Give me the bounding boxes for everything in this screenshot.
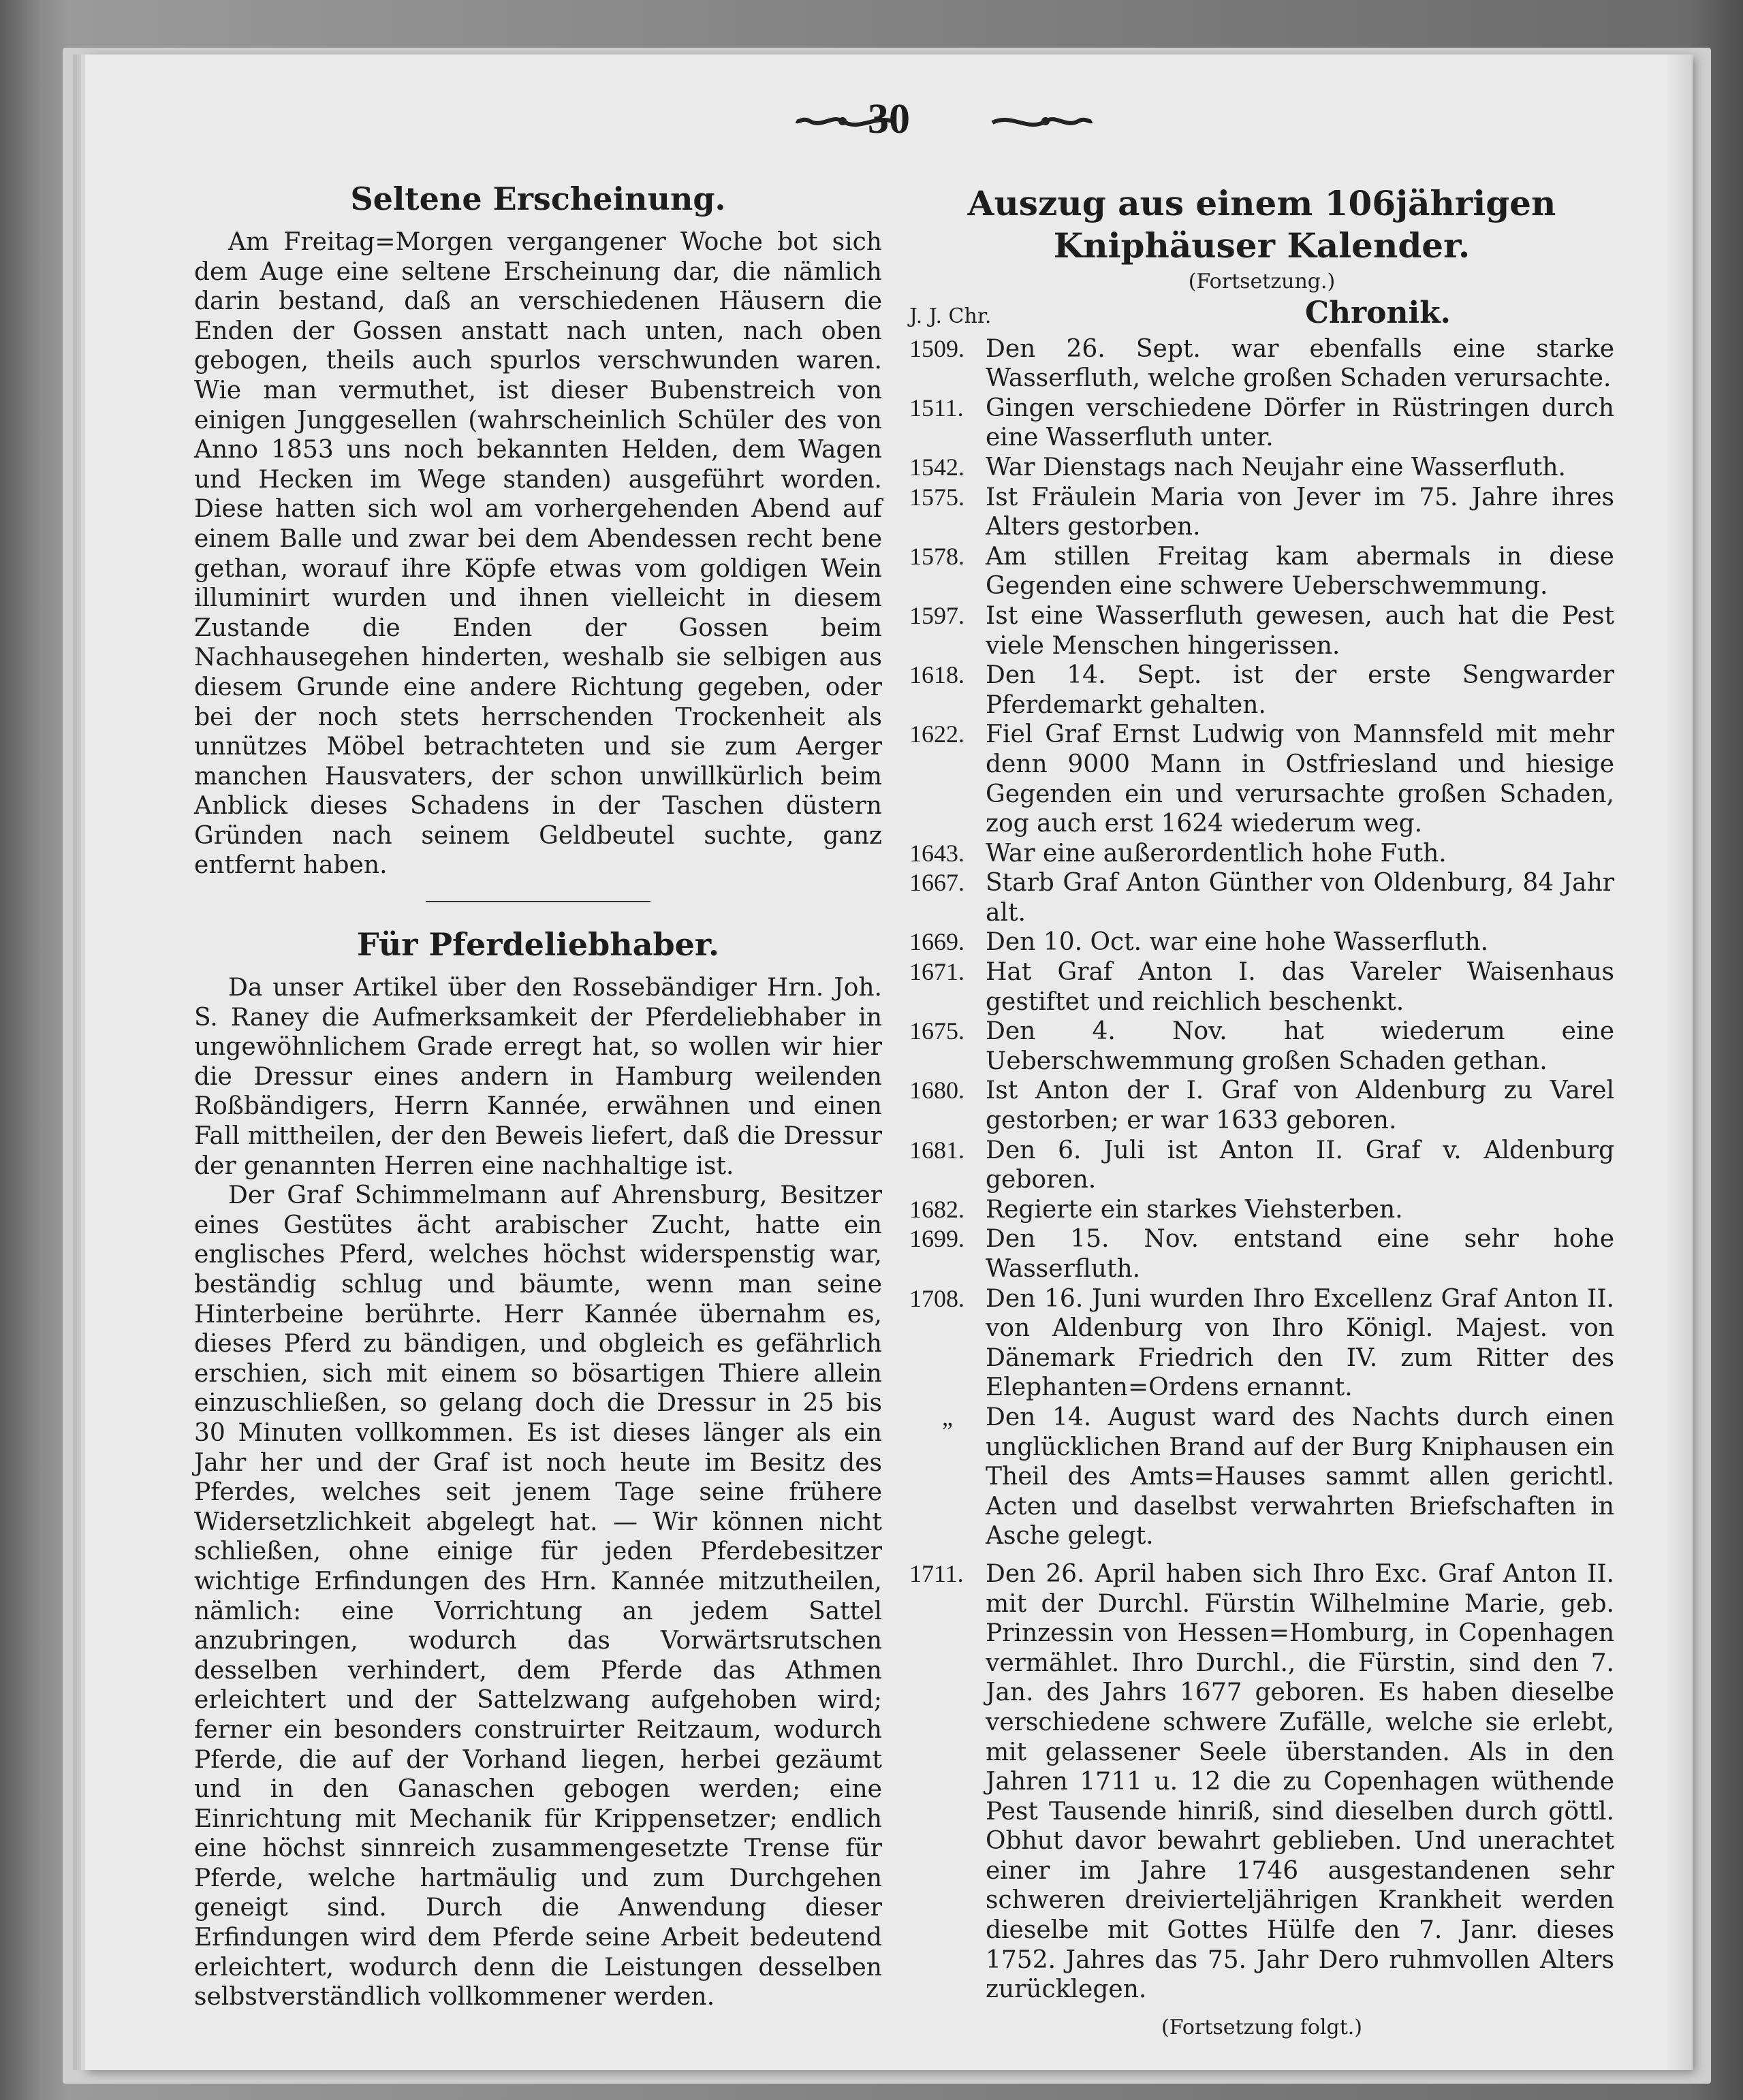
entry-year: 1675. [909,1017,964,1045]
entry-year: 1597. [909,601,964,629]
entry-text: Starb Graf Anton Günther von Oldenburg, 84 Jahr alt. [986,869,1614,927]
chronik-title: Chronik. [1304,296,1451,330]
chronicle-entry [909,1403,1614,1551]
entry-text: Den 6. Juli ist Anton II. Graf v. Aldenburg geboren. [986,1136,1614,1194]
left-column [194,157,882,2012]
chronicle-entry [909,453,1614,483]
entry-text: Ist Anton der I. Graf von Aldenburg zu Varel gestorben; er war 1633 geboren. [986,1077,1614,1135]
entry-text: Am stillen Freitag kam abermals in diese Gegenden eine schwere Ueberschwemmung. [986,542,1614,601]
chronicle-entry [909,1559,1614,2005]
calendar-title-line-2: Kniphäuser Kalender. [1053,225,1471,266]
entry-year: 1618. [909,661,964,689]
chronicle-entry [909,1224,1614,1284]
chronicle-entry [909,661,1614,720]
chronicle-entry [909,394,1614,453]
entry-text: Hat Graf Anton I. das Vareler Waisenhaus gestiftet und reichlich beschenkt. [986,958,1614,1016]
chronicle-entry [909,839,1614,869]
entry-text: Gingen verschiedene Dörfer in Rüstringen durch eine Wasserfluth unter. [986,394,1614,452]
entry-year: 1622. [909,720,964,748]
entry-text: Den 26. April haben sich Ihro Exc. Graf Anton II. mit der Durchl. Fürstin Wilhelmine Marie, geb. Prinzessin von Hessen=Homburg, in Copenhagen vermählet. Ihro Durchl., die Fürstin, sind den 7. Jan. des Jahrs 1677 geboren. Es haben dieselbe verschiedene schwere Zufälle, welche sie erlebt, mit gelassener Seele überstanden. Als in den Jahren 1711 u. 12 die zu Copenhagen wüthende Pest Tausende hinriß, sind dieselben durch göttl. Obhut davor bewahrt geblieben. Und unerachtet einer im Jahre 1746 ausgestandenen sehr schweren dreivierteljährigen Krankheit werden dieselbe mit Gottes Hülfe den 7. Janr. dieses 1752. Jahres das 75. Jahr Dero ruhmvollen Alters zurücklegen. [986,1559,1614,2004]
entry-text: Den 14. August ward des Nachts durch einen unglücklichen Brand auf der Burg Kniphausen ein Theil des Amts=Hauses sammt allen gerichtl. Acten und daselbst verwahrten Briefschaften in Asche gelegt. [986,1403,1614,1550]
chronicle-entry [909,1076,1614,1135]
chronicle-entry [909,601,1614,661]
article-paragraph: Der Graf Schimmelmann auf Ahrensburg, Besitzer eines Gestütes ächt arabischer Zucht, hatte ein englisches Pferd, welches höchst widerspenstig war, beständig schlug und bäumte, wenn man seine Hinterbeine berührte. Herr Kannée übernahm es, dieses Pferd zu bändigen, und obgleich es gefährlich erschien, sich mit einem so bösartigen Thiere allein einzuschließen, so gelang doch die Dressur in 25 bis 30 Minuten vollkommen. Es ist dieses länger als ein Jahr her und der Graf ist noch heute im Besitz des Pferdes, welches seit jenem Tage seine frühere Widersetzlichkeit abgelegt hat. — Wir können nicht schließen, ohne einige für jeden Pferdebesitzer wichtige Erfindungen des Hrn. Kannée mitzutheilen, nämlich: eine Vorrichtung an jedem Sattel anzubringen, wodurch das Vorwärtsrutschen desselben verhindert, dem Pferde das Athmen erleichtert und der Sattelzwang aufgehoben wird; ferner ein besonders construirter Reitzaum, wodurch Pferde, die auf der Vorhand liegen, herbei gezäumt und in den Ganaschen gebogen werden; eine Einrichtung mit Mechanik für Krippensetzer; endlich eine höchst sinnreich zusammengesetzte Trense für Pferde, welche hartmäulig und zum Durchgehen geneigt sind. Durch die Anwendung dieser Erfindungen wird dem Pferde seine Arbeit bedeutend erleichtert, wodurch denn die Leistungen desselben selbstverständlich vollkommener werden. [194,1181,882,2011]
chronicle-entry [909,1195,1614,1225]
article-paragraph: Am Freitag=Morgen vergangener Woche bot sich dem Auge eine seltene Erscheinung dar, die nämlich darin bestand, daß an verschiedenen Häusern die Enden der Gossen anstatt nach unten, nach oben gebogen, theils auch spurlos verschwunden waren. Wie man vermuthet, ist dieser Bubenstreich von einigen Junggesellen (wahrscheinlich Schüler des von Anno 1853 uns noch bekannten Helden, dem Wagen und Hecken im Wege standen) ausgeführt worden. Diese hatten sich wol am vorhergehenden Abend auf einem Balle und zwar bei dem Abendessen recht bene gethan, worauf ihre Köpfe etwas vom goldigen Wein illuminirt wurden und ihnen vielleicht in diesem Zustande die Enden der Gossen beim Nachhausegehen hinderten, weshalb sie selbigen aus diesem Grunde eine andere Richtung gegeben, oder bei der noch stets herrschenden Trockenheit als unnützes Möbel betrachteten und sie zum Aerger manchen Hausvaters, der schon unwillkürlich beim Anblick dieses Schadens in der Taschen düstern Gründen nach seinem Geldbeutel suchte, ganz entfernt haben. [194,228,882,880]
entry-year: 1575. [909,483,964,511]
chronicle-entry [909,1017,1614,1076]
entry-text: War Dienstags nach Neujahr eine Wasserfluth. [986,453,1566,481]
era-label: J. J. Chr. [909,304,992,328]
right-column [909,157,1614,2042]
entry-year: 1680. [909,1077,964,1104]
page-header [85,82,1693,163]
chronicle-entry [909,334,1614,394]
entry-year: 1671. [909,958,964,986]
entry-text: Fiel Graf Ernst Ludwig von Mannsfeld mit mehr denn 9000 Mann in Ostfriesland und hiesige Gegenden ein und verursachte großen Schaden, zog auch erst 1624 wiederum weg. [986,720,1614,838]
chronicle-entry [909,720,1614,838]
calendar-title-line-1: Auszug aus einem 106jährigen [967,183,1556,223]
entry-year: 1509. [909,334,964,362]
entry-year: 1682. [909,1195,964,1223]
chronicle-entry [909,542,1614,601]
entry-year: 1708. [909,1284,964,1312]
entry-year: 1667. [909,869,964,897]
chronicle-entry [909,868,1614,927]
entry-text: Den 26. Sept. war ebenfalls eine starke Wasserfluth, welche großen Schaden verursachte. [986,334,1614,393]
entry-text: Den 14. Sept. ist der erste Sengwarder Pferdemarkt gehalten. [986,661,1614,719]
entry-text: Den 10. Oct. war eine hohe Wasserfluth. [986,928,1489,957]
entry-text: War eine außerordentlich hohe Futh. [986,839,1447,868]
entry-year: 1511. [909,394,964,421]
entry-text: Den 16. Juni wurden Ihro Excellenz Graf Anton II. von Aldenburg von Ihro Königl. Majest. von Dänemark Friedrich den IV. zum Ritter des Elephanten=Ordens ernannt. [986,1284,1614,1402]
chronicle-entry [909,927,1614,957]
page-number: 30 [868,96,910,142]
entry-year: 1711. [909,1559,964,1587]
page-shadow [1665,54,1693,2070]
entry-year: 1578. [909,542,964,570]
entry-year: 1699. [909,1225,964,1253]
entry-text: Den 15. Nov. entstand eine sehr hohe Wasserfluth. [986,1225,1614,1283]
entry-text: Ist Fräulein Maria von Jever im 75. Jahre ihres Alters gestorben. [986,483,1614,541]
section-divider [426,901,650,902]
chronicle-entry [909,1136,1614,1195]
chronicle-entry [909,1284,1614,1403]
article-title-pferdeliebhaber: Für Pferdeliebhaber. [357,926,719,964]
article-paragraph: Da unser Artikel über den Rossebändiger Hrn. Joh. S. Raney die Aufmerksamkeit der Pferdeliebhaber in ungewöhnlichem Grade erregt hat, so wollen wir hier die Dressur eines andern in Hamburg weilenden Roßbändigers, Herrn Kannée, erwähnen und einen Fall mittheilen, der den Beweis liefert, daß die Dressur der genannten Herren eine nachhaltige ist. [194,974,882,1180]
entry-text: Regierte ein starkes Viehsterben. [986,1195,1403,1224]
entry-year: 1542. [909,453,964,481]
entry-year: 1681. [909,1136,964,1164]
continued-note: (Fortsetzung folgt.) [1161,2015,1362,2039]
entry-text: Ist eine Wasserfluth gewesen, auch hat die Pest viele Menschen hingerissen. [986,601,1614,660]
entry-year: 1643. [909,839,964,867]
book-page [85,54,1693,2070]
right-ornament-icon [991,108,1093,135]
continuation-note: (Fortsetzung.) [1188,270,1336,293]
chronicle-entry [909,957,1614,1017]
article-title-seltene-erscheinung: Seltene Erscheinung. [350,180,726,217]
chronicle-entry [909,483,1614,542]
entry-year: 1669. [909,928,964,956]
entry-text: Den 4. Nov. hat wiederum eine Ueberschwemmung großen Schaden gethan. [986,1017,1614,1075]
chronik-header [909,298,1614,332]
entry-year: „ [942,1403,953,1431]
